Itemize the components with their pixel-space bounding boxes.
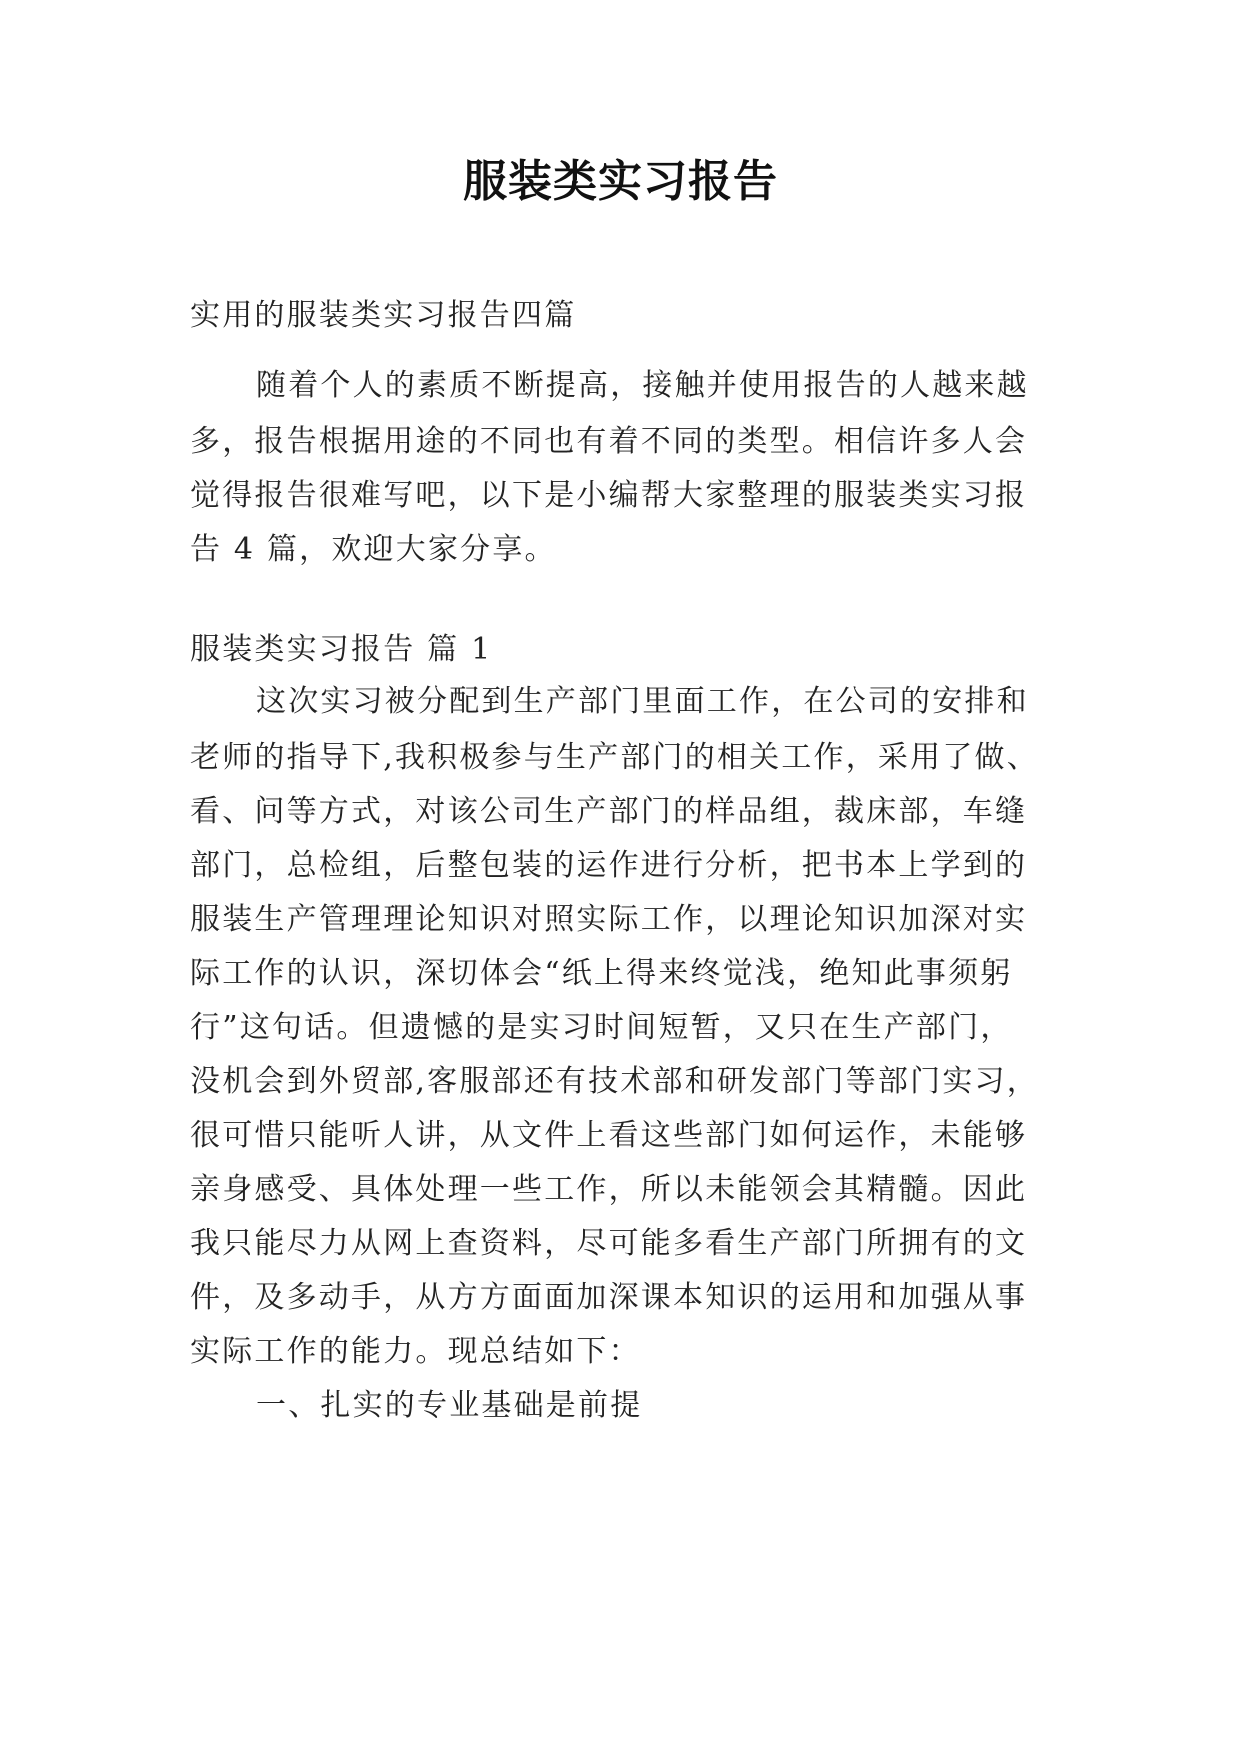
intro-line: 告 4 篇，欢迎大家分享。 (190, 532, 557, 567)
body-line: 我只能尽力从网上查资料，尽可能多看生产部门所拥有的文 (190, 1226, 1028, 1261)
body-line: 件，及多动手，从方方面面加深课本知识的运用和加强从事 (190, 1280, 1028, 1315)
intro-line: 随着个人的素质不断提高，接触并使用报告的人越来越 (256, 368, 1029, 403)
body-line: 亲身感受、具体处理一些工作，所以未能领会其精髓。因此 (190, 1172, 1028, 1207)
body-line: 实际工作的能力。现总结如下： (190, 1334, 641, 1369)
document-subtitle: 实用的服装类实习报告四篇 (190, 298, 577, 333)
body-line: 看、问等方式，对该公司生产部门的样品组，裁床部，车缝 (190, 794, 1028, 829)
body-line: 老师的指导下,我积极参与生产部门的相关工作，采用了做、 (190, 740, 1039, 775)
body-line: 行”这句话。但遗憾的是实习时间短暂，又只在生产部门， (190, 1010, 1013, 1045)
body-line: 部门，总检组，后整包装的运作进行分析，把书本上学到的 (190, 848, 1028, 883)
body-line: 没机会到外贸部,客服部还有技术部和研发部门等部门实习， (190, 1064, 1039, 1099)
intro-line: 觉得报告很难写吧，以下是小编帮大家整理的服装类实习报 (190, 478, 1028, 513)
body-line: 这次实习被分配到生产部门里面工作，在公司的安排和 (256, 684, 1029, 719)
body-line: 际工作的认识，深切体会“纸上得来终觉浅，绝知此事须躬 (190, 956, 1013, 991)
intro-line: 多，报告根据用途的不同也有着不同的类型。相信许多人会 (190, 424, 1028, 459)
section-heading: 服装类实习报告 篇 1 (190, 632, 493, 667)
numbered-point: 一、扎实的专业基础是前提 (256, 1388, 643, 1423)
body-line: 很可惜只能听人讲，从文件上看这些部门如何运作，未能够 (190, 1118, 1028, 1153)
document-title: 服装类实习报告 (463, 156, 778, 207)
body-line: 服装生产管理理论知识对照实际工作，以理论知识加深对实 (190, 902, 1028, 937)
